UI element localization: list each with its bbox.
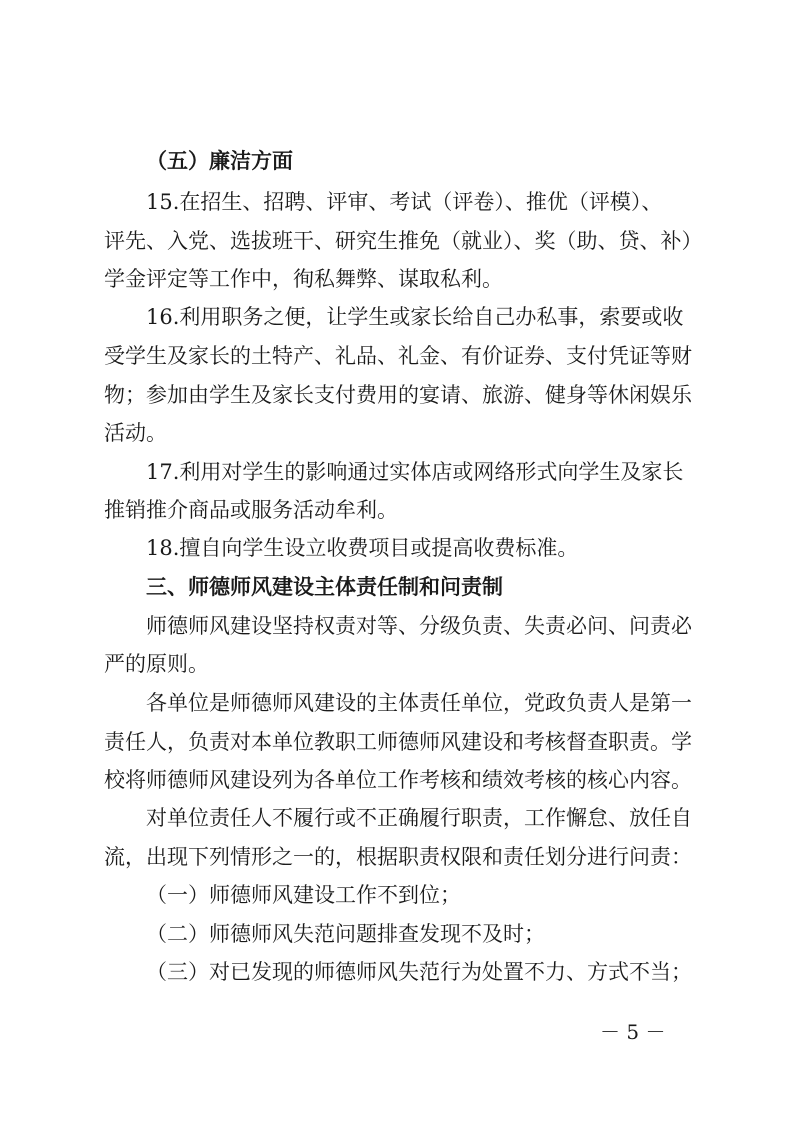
list-item: （一）师德师风建设工作不到位； — [146, 883, 461, 907]
paragraph-line: 16.利用职务之便，让学生或家长给自己办私事，索要或收 — [146, 305, 684, 329]
paragraph-line: 15.在招生、招聘、评审、考试（评卷）、推优（评模）、 — [146, 190, 663, 214]
paragraph-line: 18.擅自向学生设立收费项目或提高收费标准。 — [146, 536, 579, 560]
paragraph-line: 校将师德师风建设列为各单位工作考核和绩效考核的核心内容。 — [104, 768, 692, 792]
paragraph-line: 流，出现下列情形之一的，根据职责权限和责任划分进行问责： — [104, 845, 692, 869]
paragraph-line: 17.利用对学生的影响通过实体店或网络形式向学生及家长 — [146, 460, 684, 484]
paragraph-line: 严的原则。 — [104, 652, 209, 676]
paragraph-line: 各单位是师德师风建设的主体责任单位，党政负责人是第一 — [146, 691, 692, 715]
paragraph-line: 受学生及家长的土特产、礼品、礼金、有价证券、支付凭证等财 — [104, 344, 692, 368]
paragraph-line: 评先、入党、选拔班干、研究生推免（就业）、奖（助、贷、补） — [104, 229, 703, 253]
page-number: － 5 － — [600, 1020, 666, 1044]
paragraph-line: 责任人，负责对本单位教职工师德师风建设和考核督查职责。学 — [104, 730, 692, 754]
paragraph-line: 学金评定等工作中，徇私舞弊、谋取私利。 — [104, 267, 503, 291]
paragraph-line: 推销推介商品或服务活动牟利。 — [104, 498, 398, 522]
section-heading: 三、师德师风建设主体责任制和问责制 — [146, 575, 503, 599]
paragraph-line: 物；参加由学生及家长支付费用的宴请、旅游、健身等休闲娱乐 — [104, 383, 692, 407]
paragraph-line: 活动。 — [104, 421, 167, 445]
list-item: （三）对已发现的师德师风失范行为处置不力、方式不当； — [146, 960, 692, 984]
paragraph-line: 对单位责任人不履行或不正确履行职责，工作懈怠、放任自 — [146, 806, 692, 830]
paragraph-line: 师德师风建设坚持权责对等、分级负责、失责必问、问责必 — [146, 614, 692, 638]
list-item: （二）师德师风失范问题排查发现不及时； — [146, 922, 545, 946]
subsection-heading: （五）廉洁方面 — [146, 149, 293, 173]
